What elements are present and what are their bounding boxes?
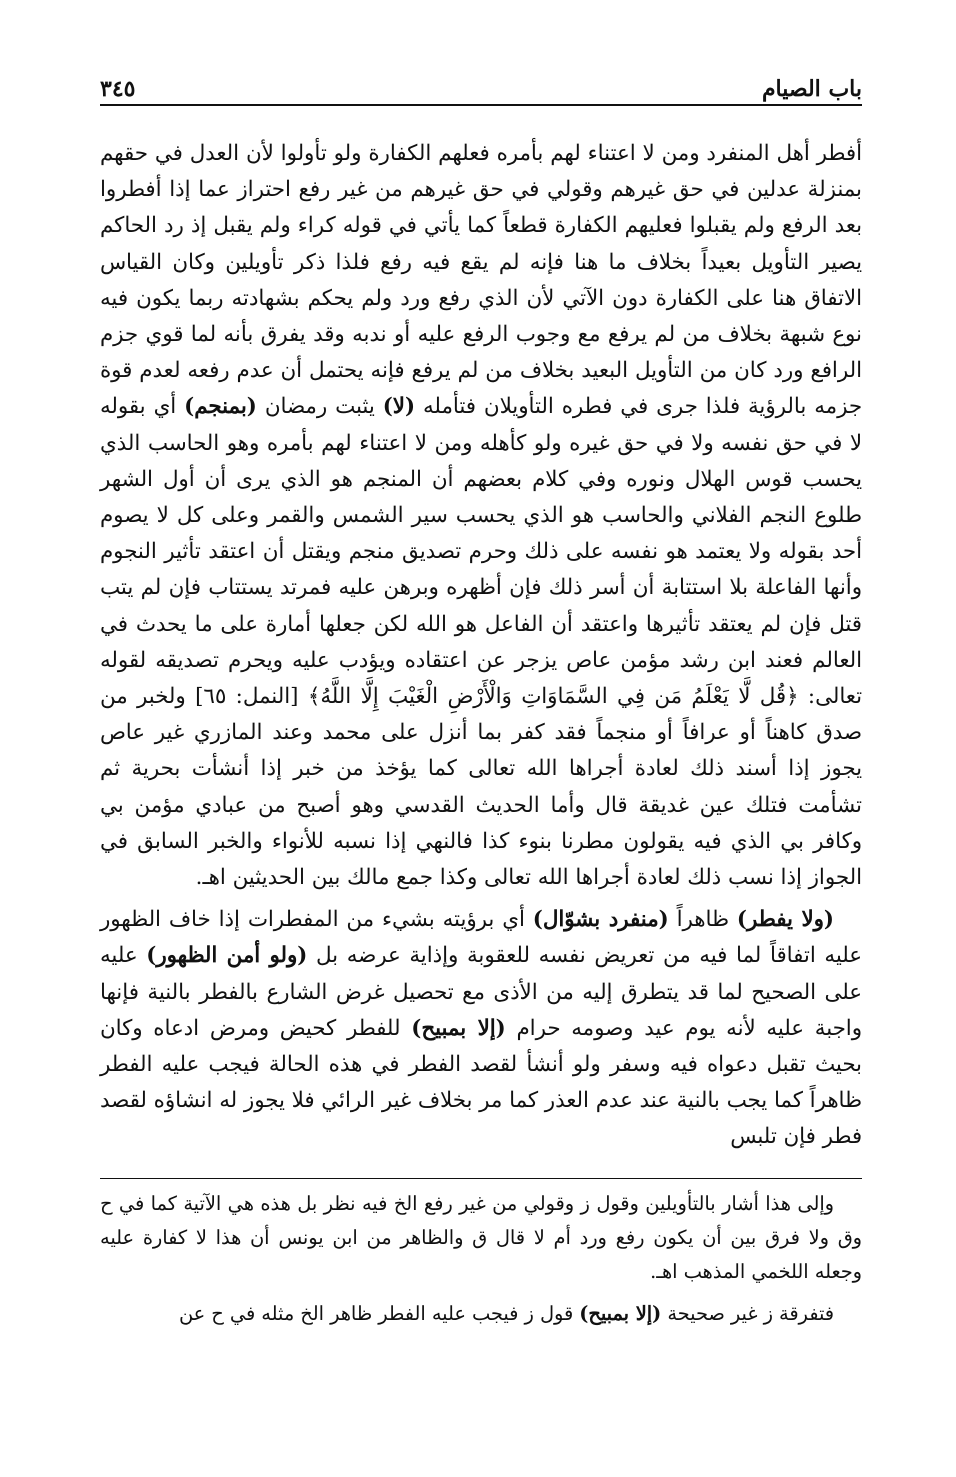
footnotes: [100, 1187, 862, 1331]
bold-term: (بمنجم): [184, 394, 257, 420]
footnote-2: فتفرقة ز غير صحيحة (إلا بمبيح) قول ز فيجب عليه الفطر ظاهر الخ مثله في ح عن: [178, 1301, 834, 1325]
running-title: باب الصيام: [761, 76, 862, 102]
bold-term: (ولو أمن الظهور): [146, 943, 308, 969]
bold-term: (منفرد بشوّال): [532, 907, 669, 933]
footnote-1: وإلى هذا أشار بالتأويلين وقول ز وقولي من غير رفع الخ فيه نظر بل هذه هي الآتية كما في ح وق ولا فرق بين أن يكون رفع ورد أم لا قال ق والظاهر من ابن يونس أن هذا لا كفارة عليه وجعله اللخمي المذهب اهـ.: [100, 1191, 862, 1283]
paragraph-2: (ولا يفطر) ظاهراً (منفرد بشوّال) أي برؤيته بشيء من المفطرات إذا خاف الظهور عليه اتفاقاً لما فيه من تعريض نفسه للعقوبة وإذاية عرضه بل (ولو أمن الظهور) عليه على الصحيح لما قد يتطرق إليه من الأذى مع تحصيل غرض الشارع بالفطر بالنية فإنها واجبة عليه لأنه يوم عيد وصومه حرام (إلا بمبيح) للفطر كحيض ومرض ادعاه وكان بحيث تقبل دعواه فيه وسفر ولو أنشأ لقصد الفطر في هذه الحالة فيجب عليه الفطر ظاهراً كما يجب بالنية عند عدم العذر كما مر بخلاف غير الرائي فلا يجوز له انشاؤه لقصد فطر فإن تلبس: [100, 907, 863, 1150]
page-header: [100, 70, 862, 106]
bold-term: (لا): [382, 394, 416, 420]
bold-term: (إلا بمبيح): [579, 1301, 662, 1325]
footnote-divider: [100, 1178, 862, 1179]
quran-verse: ﴿قُل لَّا يَعْلَمُ مَن فِي السَّمَاوَاتِ وَالْأَرْضِ الْغَيْبَ إِلَّا اللَّهُ﴾: [307, 684, 799, 710]
bold-term: (ولا يفطر): [736, 907, 834, 933]
page-number: ٣٤٥: [100, 76, 136, 102]
paragraph-1: أفطر أهل المنفرد ومن لا اعتناء لهم بأمره فعلهم الكفارة ولو تأولوا لأن العدل في حقهم بمنزلة عدلين في حق غيرهم وقولي في حق غيرهم من غير رفع احتراز عما إذا أفطروا بعد الرفع ولم يقبلوا فعليهم الكفارة قطعاً كما يأتي في قوله كراء ولم يقبل إذ رد الحاكم يصير التأويل بعيداً بخلاف ما هنا فإنه لم يقع فيه رفع فلذا ذكر تأويلين وكان القياس الاتفاق هنا على الكفارة دون الآتي لأن الذي رفع ورد ولم يحكم بشهادته ربما يكون فيه نوع شبهة بخلاف من لم يرفع مع وجوب الرفع عليه أو ندبه وقد يفرق بأنه لما قوي جزم الرافع ورد كان من التأويل البعيد بخلاف من لم يرفع فإنه يحتمل أن عدم رفعه لعدم قوة جزمه بالرؤية فلذا جرى في فطره التأويلان فتأمله (لا) يثبت رمضان (بمنجم) أي بقوله لا في حق نفسه ولا في حق غيره ولو كأهله ومن لا اعتناء لهم بأمره وهو الحاسب الذي يحسب قوس الهلال ونوره وفي كلام بعضهم أن المنجم هو الذي يرى أن أول الشهر طلوع النجم الفلاني والحاسب هو الذي يحسب سير الشمس والقمر وعلى كل لا يصوم أحد بقوله ولا يعتمد هو نفسه على ذلك وحرم تصديق منجم ويقتل أن اعتقد تأثير النجوم وأنها الفاعلة بلا استتابة أن أسر ذلك فإن أظهره وبرهن عليه فمرتد يستتاب فإن لم يتب قتل فإن لم يعتقد تأثيرها واعتقد أن الفاعل هو الله لكن جعلها أمارة على ما يحدث في العالم فعند ابن رشد مؤمن عاص يزجر عن اعتقاده ويؤدب عليه ويحرم تصديقه لقوله تعالى: ﴿قُل لَّا يَعْلَمُ مَن فِي السَّمَاوَاتِ وَالْأَرْضِ الْغَيْبَ إِلَّا اللَّهُ﴾ [النمل: ٦٥] ولخبر من صدق كاهناً أو عرافاً أو منجماً فقد كفر بما أنزل على محمد وعند المازري غير عاص يجوز إذا أسند ذلك لعادة أجراها الله تعالى كما يؤخذ من خبر إذا أنشأت بحرية ثم تشأمت فتلك عين غديقة قال وأما الحديث القدسي وهو أصبح من عبادي مؤمن بي وكافر بي الذي فيه يقولون مطرنا بنوء كذا فالنهي إذا نسبه للأنواء والخبر السابق في الجواز إذا نسب ذلك لعادة أجراها الله تعالى وكذا جمع مالك بين الحديثين اهـ.: [100, 141, 863, 891]
main-text: [100, 136, 862, 1156]
book-page: [100, 70, 862, 1339]
bold-term: (إلا بمبيح): [411, 1015, 506, 1041]
